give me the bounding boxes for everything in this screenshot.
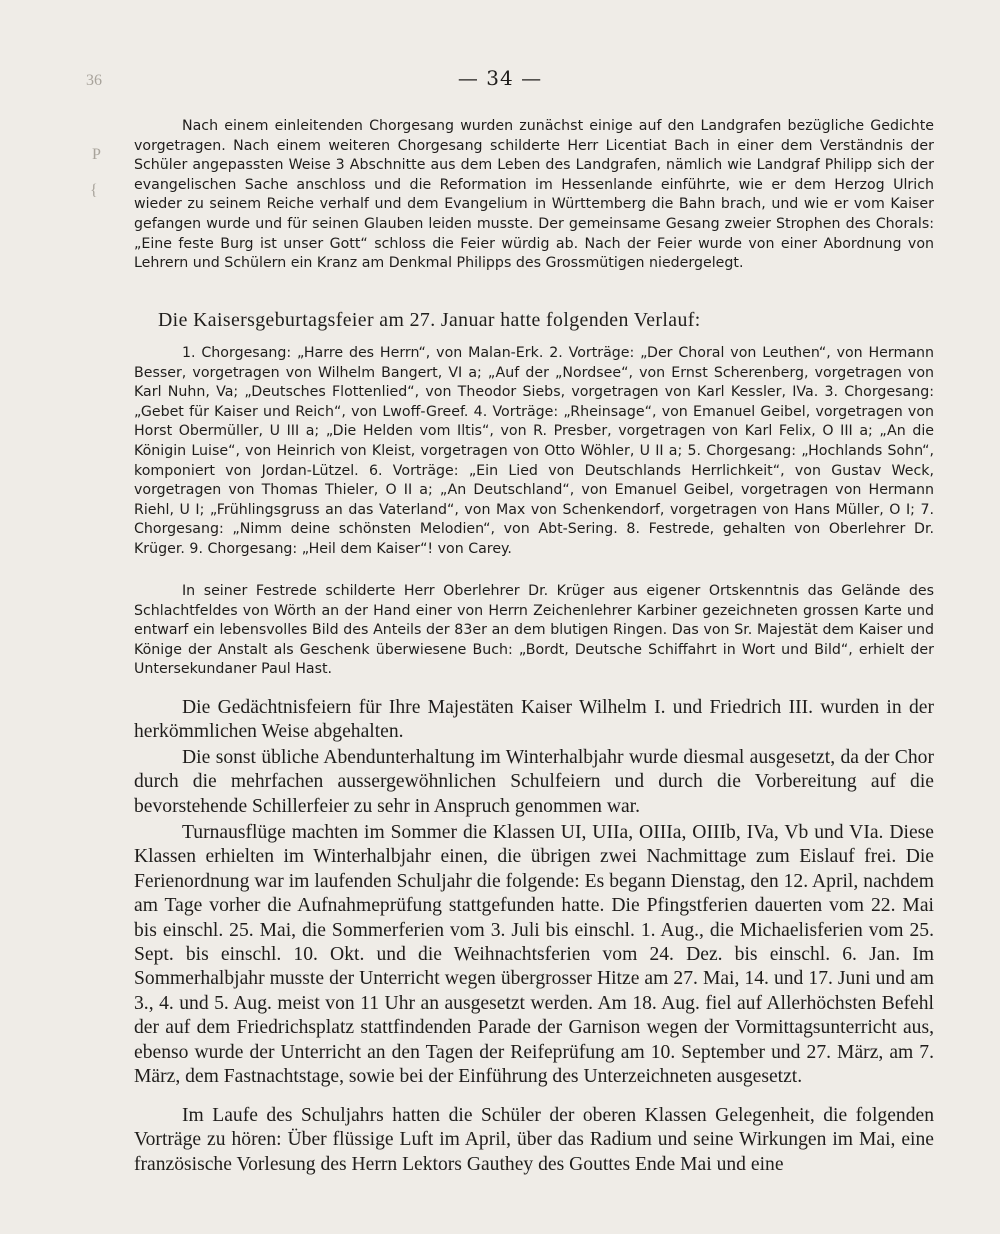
paragraph-landgraf-feier: Nach einem einleitenden Chorgesang wurden zunächst einige auf den Landgrafen bezügliche Gedichte vorgetragen. Nach einem weiteren Chorgesang schilderte Herr Licentiat Bach in einer dem Verständnis der Schüler angepassten Weise 3 Abschnitte aus dem Leben des Landgrafen, nämlich wie Landgraf Philipp sich der evangelischen Sache anschloss und die Reformation im Hessenlande einführte, wie er dem Herzog Ulrich wieder zu seinem Reiche verhalf und dem Evangelium in Württemberg die Bahn brach, und wie er vom Kaiser gefangen wurde und für seinen Glauben leiden musste. Der gemeinsame Gesang zweier Strophen des Chorals: „Eine feste Burg ist unser Gott“ schloss die Feier würdig ab. Nach der Feier wurde von einer Abordnung von Lehrern und Schülern ein Kranz am Denkmal Philipps des Grossmütigen niedergelegt. [134, 118, 934, 272]
paragraph-turnausfluege-ferien: Turnausflüge machten im Sommer die Klassen UI, UIIa, OIIIa, OIIIb, IVa, Vb und VIa. Diese Klassen erhielten im Winterhalbjahr einen, die übrigen zwei Nachmittage zum Eislauf frei. Die Ferienordnung war im laufenden Schuljahr die folgende: Es begann Dienstag, den 12. April, nachdem am Tage vorher die Aufnahmeprüfung stattgefunden hatte. Die Pfingstferien dauerten vom 22. Mai bis einschl. 25. Mai, die Sommerferien vom 3. Juli bis einschl. 1. Aug., die Michaelisferien vom 25. Sept. bis einschl. 10. Okt. und die Weihnachtsferien vom 24. Dez. bis einschl. 6. Jan. Im Sommerhalbjahr musste der Unterricht wegen übergrosser Hitze am 27. Mai, 14. und 17. Juni und am 3., 4. und 5. Aug. meist von 11 Uhr an ausgesetzt werden. Am 18. Aug. fiel auf Allerhöchsten Befehl der auf dem Friedrichsplatz stattfindenden Parade der Garnison wegen der Vormittagsunterricht aus, ebenso wurde der Unterricht an den Tagen der Reifeprüfung am 10. September und 27. März, am 7. März, dem Fastnachtstage, sowie bei der Einführung des Unterzeichneten ausgesetzt. [134, 822, 934, 1088]
paragraph-vortraege: Im Laufe des Schuljahrs hatten die Schüler der oberen Klassen Gelegenheit, die folgenden Vorträge zu hören: Über flüssige Luft im April, über das Radium und seine Wirkungen im Mai, eine französische Vorlesung des Herrn Lektors Gauthey des Gouttes Ende Mai und eine [134, 1105, 934, 1175]
paragraph-festrede: In seiner Festrede schilderte Herr Oberlehrer Dr. Krüger aus eigener Ortskenntnis das Gelände des Schlachtfeldes von Wörth an der Hand einer von Herrn Zeichenlehrer Karbiner gezeichneten grossen Karte und entwarf ein lebensvolles Bild des Anteils der 83er an dem blutigen Ringen. Das von Sr. Majestät dem Kaiser und Könige der Anstalt als Geschenk überwiesene Buch: „Bordt, Deutsche Schiffahrt in Wort und Bild“, erhielt der Untersekundaner Paul Hast. [134, 583, 934, 678]
margin-mark-1: 36 [86, 72, 102, 89]
margin-mark-2: P [92, 146, 101, 163]
margin-mark-3: { [90, 182, 98, 199]
paragraph-gedaechtnisfeiern: Die Gedächtnisfeiern für Ihre Majestäten Kaiser Wilhelm I. und Friedrich III. wurden in der herkömmlichen Weise abgehalten. [134, 697, 934, 743]
page-number: — 34 — [457, 66, 543, 90]
section-heading-kaisersgeburtstag: Die Kaisersgeburtagsfeier am 27. Januar hatte folgenden Verlauf: [158, 309, 701, 331]
paragraph-program: 1. Chorgesang: „Harre des Herrn“, von Malan-Erk. 2. Vorträge: „Der Choral von Leuthen“, von Hermann Besser, vorgetragen von Wilhelm Bangert, VI a; „Auf der „Nordsee“, von Ernst Scherenberg, vorgetragen von Karl Nuhn, Va; „Deutsches Flottenlied“, von Theodor Siebs, vorgetragen von Karl Kessler, IVa. 3. Chorgesang: „Gebet für Kaiser und Reich“, von Lwoff-Greef. 4. Vorträge: „Rheinsage“, von Emanuel Geibel, vorgetragen von Horst Obermüller, U III a; „Die Helden vom Iltis“, von R. Presber, vorgetragen von Karl Felix, O III a; „An die Königin Luise“, von Heinrich von Kleist, vorgetragen von Otto Wöhler, U II a; 5. Chorgesang: „Hochlands Sohn“, komponiert von Jordan-Lützel. 6. Vorträge: „Ein Lied von Deutschlands Herrlichkeit“, von Gustav Weck, vorgetragen von Thomas Thieler, O II a; „An Deutschland“, von Emanuel Geibel, vorgetragen von Hermann Riehl, U I; „Frühlingsgruss an das Vaterland“, von Max von Schenkendorf, vorgetragen von Hans Müller, O I; 7. Chorgesang: „Nimm deine schönsten Melodien“, von Abt-Sering. 8. Festrede, gehalten von Oberlehrer Dr. Krüger. 9. Chorgesang: „Heil dem Kaiser“! von Carey. [134, 345, 934, 557]
paragraph-abendunterhaltung: Die sonst übliche Abendunterhaltung im Winterhalbjahr wurde diesmal ausgesetzt, da der Chor durch die mehrfachen aussergewöhnlichen Schulfeiern und durch die Vorbereitung auf die bevorstehende Schillerfeier zu sehr in Anspruch genommen war. [134, 747, 934, 817]
